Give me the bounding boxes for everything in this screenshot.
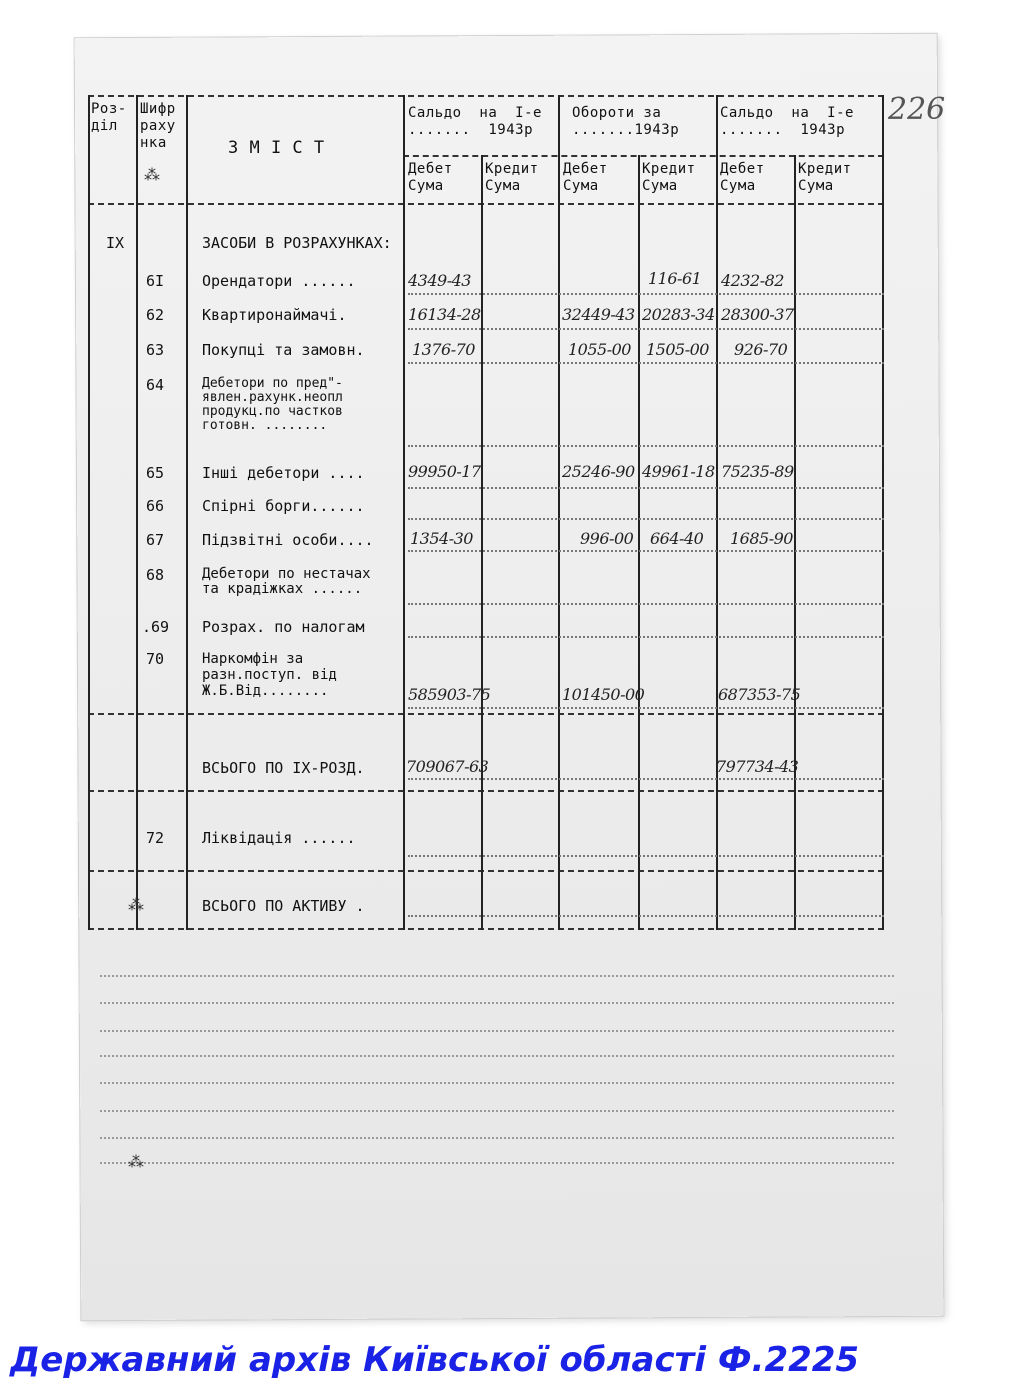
row-closing-debit: 28300-37 [721, 305, 794, 324]
header-content: З М І С Т [228, 138, 325, 158]
row-turnover-debit: 32449-43 [562, 305, 635, 324]
page-number-mark: 226 [888, 92, 946, 127]
row-turnover-credit: 1505-00 [646, 340, 709, 359]
staple-mark-icon: ⁂ [128, 895, 144, 914]
header-closing-balance: Сальдо на І-е ....... 1943р [720, 105, 854, 138]
total-assets-label: ВСЬОГО ПО АКТИВУ . [202, 897, 365, 915]
row-dots [408, 915, 884, 917]
blank-row-dots [100, 975, 894, 977]
col-border-2 [186, 95, 188, 930]
row-dots [408, 778, 884, 780]
row-opening-debit: 1354-30 [410, 529, 473, 548]
row-dots [408, 603, 884, 605]
table-bottom-rule [88, 928, 884, 930]
blank-row-dots [100, 1030, 894, 1032]
row-opening-debit: 16134-28 [408, 305, 481, 324]
row-turnover-debit: 996-00 [580, 529, 634, 548]
liquidation-label: Ліквідація ...... [202, 829, 356, 847]
row-code: 65 [146, 464, 165, 482]
row-turnover-credit: 664-40 [650, 529, 704, 548]
row-content: Наркомфін за разн.поступ. від Ж.Б.Від........ [202, 651, 337, 699]
before-assets-rule [88, 870, 884, 872]
col-border-0 [88, 95, 90, 930]
row-opening-debit: 99950-17 [408, 462, 481, 481]
col-border-4 [481, 155, 483, 930]
header-closing-debit: Дебет Сума [720, 161, 765, 194]
blank-row-dots [100, 1055, 894, 1057]
row-turnover-debit: 101450-00 [562, 685, 645, 704]
liquidation-code: 72 [146, 829, 165, 847]
row-code: 6І [146, 272, 165, 290]
row-dots [408, 636, 884, 638]
row-content: Орендатори ...... [202, 272, 356, 290]
col-border-1 [136, 95, 138, 930]
header-closing-credit: Кредит Сума [798, 161, 852, 194]
row-dots [408, 518, 884, 520]
total-closing-debit: 797734-43 [716, 757, 799, 776]
row-turnover-debit: 25246-90 [562, 462, 635, 481]
col-border-8 [794, 155, 796, 930]
section-number: IX [106, 234, 125, 252]
row-turnover-credit: 49961-18 [642, 462, 715, 481]
total-section-label: ВСЬОГО ПО IX-РОЗД. [202, 759, 365, 777]
row-dots [408, 445, 884, 447]
row-closing-debit: 4232-82 [721, 271, 784, 290]
before-total-rule [88, 713, 884, 715]
header-section: Роз- діл [91, 101, 127, 134]
header-turnover-debit: Дебет Сума [563, 161, 608, 194]
row-content: Покупці та замовн. [202, 341, 365, 359]
row-code: 63 [146, 341, 165, 359]
row-content: Дебетори по нестачах та крадіжках ...... [202, 566, 371, 597]
row-opening-debit: 585903-75 [408, 685, 491, 704]
archive-caption: Державний архів Київської області Ф.2225 [10, 1340, 860, 1380]
row-content: Розрах. по налогам [202, 618, 365, 636]
row-closing-debit: 687353-75 [718, 685, 801, 704]
row-dots [408, 293, 884, 295]
header-mid-rule [403, 155, 884, 157]
row-content: Підзвітні особи.... [202, 531, 374, 549]
blank-row-dots [100, 1162, 894, 1164]
row-closing-debit: 926-70 [734, 340, 788, 359]
total-opening-debit: 709067-63 [406, 757, 489, 776]
header-opening-credit: Кредит Сума [485, 161, 539, 194]
row-dots [408, 855, 884, 857]
col-border-7 [716, 95, 718, 930]
after-total-rule [88, 790, 884, 792]
blank-row-dots [100, 1137, 894, 1139]
staple-mark-icon: ⁂ [144, 165, 160, 184]
blank-row-dots [100, 1110, 894, 1112]
row-dots [408, 487, 884, 489]
col-border-3 [403, 95, 405, 930]
row-content: Спірні борги...... [202, 497, 365, 515]
section-title: ЗАСОБИ В РОЗРАХУНКАХ: [202, 234, 392, 252]
row-dots [408, 328, 884, 330]
row-dots [408, 362, 884, 364]
row-turnover-credit: 20283-34 [642, 305, 715, 324]
row-opening-debit: 1376-70 [412, 340, 475, 359]
row-code: 70 [146, 650, 165, 668]
row-code: .69 [142, 618, 170, 636]
col-border-6 [638, 155, 640, 930]
row-code: 64 [146, 376, 165, 394]
blank-row-dots [100, 1082, 894, 1084]
row-code: 68 [146, 566, 165, 584]
header-opening-debit: Дебет Сума [408, 161, 453, 194]
row-code: 62 [146, 306, 165, 324]
header-turnover: Обороти за .......1943р [572, 105, 680, 138]
row-content: Квартиронаймачі. [202, 306, 347, 324]
row-content: Інші дебетори .... [202, 464, 365, 482]
row-closing-debit: 1685-90 [730, 529, 793, 548]
row-turnover-credit: 116-61 [648, 269, 702, 288]
row-code: 67 [146, 531, 165, 549]
blank-row-dots [100, 1002, 894, 1004]
col-border-9 [882, 95, 884, 930]
header-turnover-credit: Кредит Сума [642, 161, 696, 194]
header-opening-balance: Сальдо на І-е ....... 1943р [408, 105, 542, 138]
row-dots [408, 550, 884, 552]
col-border-5 [558, 95, 560, 930]
row-dots [408, 707, 884, 709]
header-code: Шифр раху нка [140, 101, 176, 151]
staple-mark-icon: ⁂ [128, 1152, 144, 1171]
row-turnover-debit: 1055-00 [568, 340, 631, 359]
header-bottom-rule [88, 203, 884, 205]
table-top-rule [88, 95, 884, 97]
row-opening-debit: 4349-43 [408, 271, 471, 290]
row-closing-debit: 75235-89 [721, 462, 794, 481]
ledger-table [88, 95, 884, 930]
row-content: Дебетори по пред"- явлен.рахунк.неопл продукц.по частков готовн. ........ [202, 376, 343, 433]
row-code: 66 [146, 497, 165, 515]
